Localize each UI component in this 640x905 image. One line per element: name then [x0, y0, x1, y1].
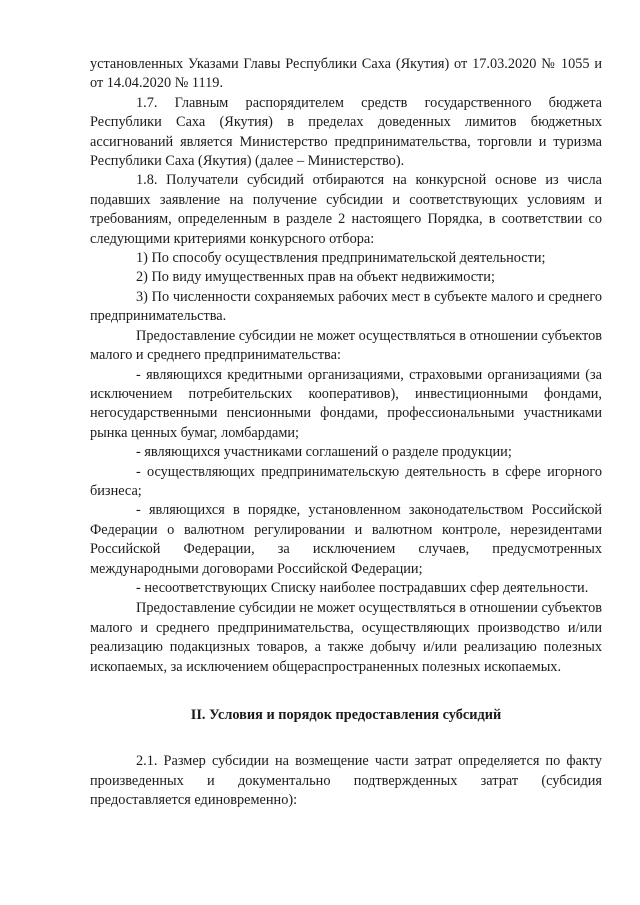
paragraph-restrictions-intro: Предоставление субсидии не может осуществляться в отношении субъектов малого и среднего предпринимательства:	[90, 327, 602, 364]
paragraph-1-7: 1.7. Главным распорядителем средств государственного бюджета Республики Саха (Якутия) в пределах доведенных лимитов бюджетных ассигнований является Министерство предпринимательства, торговли и туризма Республики Саха (Якутия) (далее – Министерство).	[90, 94, 602, 170]
restriction-item-gambling: - осуществляющих предпринимательскую деятельность в сфере игорного бизнеса;	[90, 463, 602, 499]
restriction-item-affected-list: - несоответствующих Списку наиболее пострадавших сфер деятельности.	[136, 579, 589, 596]
restriction-item-credit-orgs: - являющихся кредитными организациями, страховыми организациями (за исключением потребительских кооперативов), инвестиционными фондами, негосударственными пенсионными фондами, профессиональными участниками рынка ценных бумаг, ломбардами;	[90, 366, 602, 441]
criteria-item-3: 3) По численности сохраняемых рабочих мест в субъекте малого и среднего предпринимательства.	[90, 288, 602, 325]
section-heading: II. Условия и порядок предоставления субсидий	[190, 707, 502, 723]
paragraph-continuation: установленных Указами Главы Республики Саха (Якутия) от 17.03.2020 № 1055 и от 14.04.2020 № 1119.	[90, 56, 602, 92]
paragraph-excise-restriction: Предоставление субсидии не может осуществляться в отношении субъектов малого и среднего предпринимательства, осуществляющих производство и/или реализацию подакцизных товаров, а также добычу и/или реализацию полезных ископаемых, за исключением общераспространенных полезных ископаемых.	[90, 600, 602, 675]
restriction-item-psa: - являющихся участниками соглашений о разделе продукции;	[136, 444, 512, 461]
paragraph-2-1: 2.1. Размер субсидии на возмещение части затрат определяется по факту произведенных и документально подтвержденных затрат (субсидия предоставляется единовременно):	[90, 753, 602, 809]
criteria-item-2: 2) По виду имущественных прав на объект недвижимости;	[136, 269, 495, 286]
restriction-item-nonresidents: - являющихся в порядке, установленном законодательством Российской Федерации о валютном регулировании и валютном контроле, нерезидентами Российской Федерации, за исключением случаев, предусмотренных международными договорами Российской Федерации;	[90, 502, 602, 577]
criteria-item-1: 1) По способу осуществления предпринимательской деятельности;	[136, 250, 546, 267]
paragraph-1-8: 1.8. Получатели субсидий отбираются на конкурсной основе из числа подавших заявление на получение субсидии и соответствующих условиям и требованиям, определенным в разделе 2 настоящего Порядка, в соответствии со следующими критериями конкурсного отбора:	[90, 172, 602, 247]
